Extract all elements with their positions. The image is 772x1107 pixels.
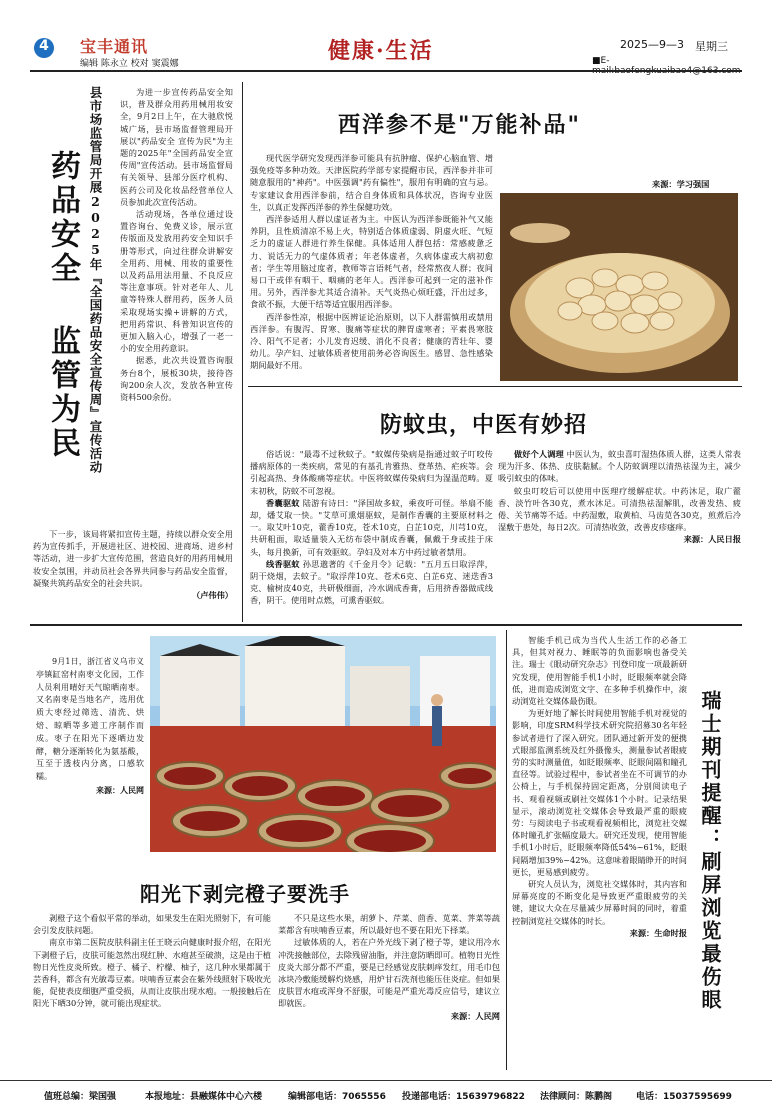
article5-source: 来源：生命时报: [629, 927, 687, 938]
article4-col-left: [33, 912, 271, 1010]
article-divider: [248, 386, 742, 387]
footer-approver: 值班总编：梁国强: [44, 1092, 117, 1102]
jujube-photo-illustration: [150, 636, 496, 852]
article3-subtitle: 香囊驱蚊: [266, 497, 300, 508]
article1-byline: （卢伟伟）: [192, 590, 233, 601]
article3-subtitle: 做好个人调理: [514, 449, 564, 459]
editor-line: 编辑 陈永立 校对 窦震娜: [80, 59, 179, 69]
article3-text: 中医认为，蚊虫喜叮湿热体质人群，这类人常表现为汗多、体热、皮肤黏腻。个人防蚊调理以清热祛湿为主，减少吸引蚊虫的体味。: [498, 449, 741, 484]
section-divider: [30, 624, 742, 626]
photo-caption: [36, 656, 144, 797]
column-divider: [506, 630, 507, 1070]
photo-source: 来源：人民网: [96, 784, 144, 795]
issue-weekday: 星期三: [695, 40, 728, 53]
article4-col-right: [278, 912, 500, 1022]
article2-headline: 西洋参不是"万能补品": [338, 112, 581, 138]
ginseng-illustration: [500, 193, 738, 381]
article3-paragraph: 蚊虫叮咬后可以使用中医理疗缓解症状。中药沐足，取广藿香、淡竹叶各30克，煮水沐足。可清热祛湿解肌，改善发热、疲倦、关节痛等不适。中药湿敷，取黄柏、马齿苋各30克，煎煮后冷湿敷于患处，每日2次。可清热收敛，改善皮疹瘙痒。: [498, 485, 741, 533]
article1-subhead: 县市场监管局开展2025年『全国药品安全宣传周』宣传活动: [88, 86, 103, 474]
article2-paragraph: 西洋参适用人群以虚证者为主。中医认为西洋参既能补气又能养阴，且性质清凉不易上火，特别适合体质虚弱、阴虚火旺、气短乏力的虚证人群进行养生保健。具体适用人群包括：常感疲惫乏力、说话无力的气虚体质者；年老体虚者，久病体虚或大病初愈者；学生等用脑过度者，教师等言语耗气者，经常熬夜人群；夜间易口干或伴有咽干、咽痛的老年人。西洋参可起到一定的滋补作用。另外，西洋参尤其适合清补。天气炎热心烦旺盛，汗出过多，食欲不振，大便干结等适宜服用西洋参。: [250, 214, 493, 310]
article3-paragraph: [250, 497, 493, 558]
section-title: 健康·生活: [328, 38, 434, 64]
footer-phone: 电话：15037595699: [636, 1092, 732, 1102]
article2-source: 来源：学习强国: [652, 179, 710, 189]
article4-headline: 阳光下剥完橙子要洗手: [140, 882, 350, 906]
article4-paragraph: 南京市第二医院皮肤科副主任王晓云向健康时报介绍，在阳光下剥橙子后，皮肤可能忽然出现红肿、水疱甚至破溃，这是由于植物日光性皮炎所致。橙子、橘子、柠檬、柚子，这几种水果都属于芸香科，都含有光敏毒豆素。呋喃香豆素会在紫外线照射下吸收光能，促使表皮细胞严重受损，从而让皮肤出现水疱。一般接触后在阳光下晒30分钟，就可能出现症状。: [33, 937, 271, 1009]
article4-source: 来源：人民网: [450, 1010, 500, 1021]
article5-paragraph: 智能手机已成为当代人生活工作的必备工具，但其对视力、睡眠等的负面影响也备受关注。瑞士《眼动研究杂志》刊登印度一项最新研究发现，使用智能手机1小时，眨眼频率就会降低，进而造成浏览文字、在多种手机操作中，滚动浏览社交媒体最伤眼。: [512, 635, 687, 707]
article3-paragraph: [498, 448, 741, 485]
photo-caption-text: 9月1日，浙江省义乌市义亭镇缸窑村南枣文化园，工作人员利用晴好天气晾晒南枣。又名南枣是当地名产，选用优质大枣经过筛选、清洗、烘焙、晾晒等多道工序制作而成。枣子在阳光下逐晒边发酵，糖分逐渐转化为氨基酸，互至于透枝内分离，口感软糯。: [36, 657, 144, 782]
article1-paragraph: 活动现场，各单位通过设置咨询台、免费义诊，展示宣传版面及发放用药安全知识手册等形式，向过往群众讲解安全用药、用械、用妆的重要性以及药品用法用量、不良反应等注意事项。针对老年人、儿童等特殊人群用药，医务人员采取现场实操+讲解的方式，把用药常识、科普知识宣传的更加入脑入心，增强了一老一小的安全用药意识。: [120, 209, 233, 354]
article3-text: 陆游有诗曰："泽国故多蚊，乘夜吁可怪。举扇不能却，燔艾取一快。"艾草可熏烟驱蚊，是制作香囊的主要原材料之一。取艾叶10克，藿香10克，苍术10克，白芷10克，川芎10克，共研粗面，取适量装入无纺布袋中制成香囊，佩戴于身或挂于床头，每月换新，可有效驱蚊。孕妇及对本方中药过敏者禁用。: [250, 497, 493, 557]
article3-headline: 防蚊虫，中医有妙招: [380, 412, 588, 438]
footer-address: 本报地址：县融媒体中心六楼: [145, 1092, 263, 1102]
article5-paragraph: 为更好地了解长时间使用智能手机对视觉的影响，印度SRM科学技术研究院招募30名年轻参试者进行了深入研究。团队通过新开发的便携式眼部监测系统及红外摄像头，测量参试者眼疲劳的实时测量值，如眨眼频率、眨眼间隔和瞳孔直径等。试验过程中，参试者坐在不可调节的办公椅上，与手机保持固定距离，分别阅读电子书、观看视频或刷社交媒体1个小时。记录结果显示，滚动浏览社交媒体会导致最严重的眼疲劳：与阅读电子书或观看视频相比，浏览社交媒体时瞳孔扩张幅度最大。研究还发现，使用智能手机1小时后，眨眼频率降低54%~61%，眨眼间隔增加39%~42%。这意味着眼睛睁开的时间更长，更易感到疲劳。: [512, 708, 687, 877]
article1-column: [120, 86, 233, 403]
article2-body: [250, 152, 493, 372]
footer-edit-phone: 编辑部电话：7065556: [288, 1092, 386, 1102]
article1-bottom: [33, 528, 233, 601]
article1-headline: 药品安全 监管为民: [45, 150, 80, 461]
column-divider: [242, 82, 243, 622]
article2-paragraph: 现代医学研究发现西洋参可能具有抗肿瘤、保护心脑血管、增强免疫等多种功效。天津医院药学部专家提醒市民，西洋参并非可随意服用的"神药"。中医强调"药有偏性"，服用有明确的宜与忌。专家建议食用西洋参前，结合自身体质和具体状况，咨询专业医生，以真正发挥西洋参的养生保健功效。: [250, 153, 493, 212]
article4-paragraph: 剥橙子这个看似平常的举动，如果发生在阳光照射下，有可能会引发皮肤问题。: [33, 913, 271, 936]
article3-subtitle: 线香驱蚊: [266, 558, 300, 569]
issue-date: 2025—9—3: [620, 38, 684, 51]
article4-paragraph: 不只是这些水果，胡萝卜、芹菜、茴香、苋菜、荠菜等蔬菜都含有呋喃香豆素，所以最好也不要在阳光下择菜。: [278, 913, 500, 936]
article1-paragraph: 为进一步宣传药品安全知识，普及群众用药用械用妆安全，9月2日上午，在大驰欣悦城广场，县市场监督管理局开展以"药品安全 宣传为民"为主题的2025年"全国药品安全宣传周"宣传活动。县市场监督局有关领导、县部分医疗机构、医药公司及化妆品经营单位人员参加此次宣传活动。: [120, 87, 233, 207]
article3-paragraph: [250, 558, 493, 607]
article5-headline: 瑞士期刊提醒：刷屏浏览最伤眼: [698, 690, 722, 1012]
article1-paragraph: 据悉，此次共设置咨询服务台8个，展板30块，接待咨询200余人次，发放各种宣传资料500余份。: [120, 355, 233, 403]
paper-name: 宝丰通讯: [80, 37, 149, 56]
article5-body: [512, 634, 687, 939]
article3-source: 来源：人民日报: [683, 534, 741, 545]
header-rule: [30, 70, 742, 72]
ginseng-slices-image: [500, 193, 738, 381]
page-footer: [0, 1080, 772, 1107]
article2-paragraph: 西洋参性凉，根据中医辨证论治原则，以下人群需慎用或禁用西洋参。有腹泻、胃寒、腹痛等症状的脾胃虚寒者；平素畏寒肢冷、阳气不足者；小儿发育迟缓、消化不良者；健康的青壮年、婴幼儿。孕产妇、过敏体质者使用前务必咨询医生。感冒、急性感染期间最好不用。: [250, 311, 493, 371]
page-header: [30, 30, 742, 70]
article3-col-right: [498, 448, 741, 546]
contact-email: ■E-: [592, 56, 610, 66]
jujube-drying-photo: [150, 636, 496, 852]
page-number-badge: 4: [34, 38, 54, 58]
footer-legal: 法律顾问：陈鹏阁: [540, 1092, 613, 1102]
article1-paragraph: 下一步，该局将紧扣宣传主题，持续以群众安全用药为宣传抓手，开展进社区、进校园、进商场、进乡村等活动，进一步扩大宣传范围，营造良好的用药用械用妆安全氛围，并动员社会各界共同参与药品安全监督，凝聚共筑药品安全的社会共识。: [33, 529, 233, 588]
article3-text: 孙思邈著的《千金月令》记载："五月五日取浮萍，阴干烧烟，去蚊子。"取浮萍10克、苍术6克、白芷6克、迷迭香3克、榆树皮40克，共研极细面，冷水调成香膏，后用挤香器做成线香，阴干。使用时点燃，可熏香驱蚊。: [250, 558, 493, 606]
article5-paragraph: 研究人员认为，浏览社交媒体时，其内容和屏幕亮度的不断变化是导致更严重眼疲劳的关键，建议大众在尽量减少屏幕时间的同时，着重控制浏览社交媒体的时长。: [512, 879, 687, 926]
article4-paragraph: 过敏体质的人，若在户外光线下剥了橙子等，建议用冷水冲洗接触部位，去除残留油脂，并注意防晒即可。植物日光性皮炎大部分都不严重，要是已经感觉皮肤刺痒发红，用毛巾包冰块冷敷能缓解灼烧感，用炉甘石洗剂也能压住炎症。但如果皮肤冒水疱或浑身不舒服，可能是严重光毒反应信号，建议立即就医。: [278, 937, 500, 1009]
footer-submit-phone: 投递部电话：15639796822: [402, 1092, 525, 1102]
article3-paragraph: 俗话说："最毒不过秋蚊子。"蚊媒传染病是指通过蚊子叮咬传播病原体的一类疾病，常见的有基孔肯雅热、登革热、疟疾等。会引起高热、身体酸痛等症状。中医将蚊媒传染病归为湿温范畴。夏末初秋，防蚊不可忽视。: [250, 449, 493, 496]
article3-col-left: [250, 448, 493, 607]
